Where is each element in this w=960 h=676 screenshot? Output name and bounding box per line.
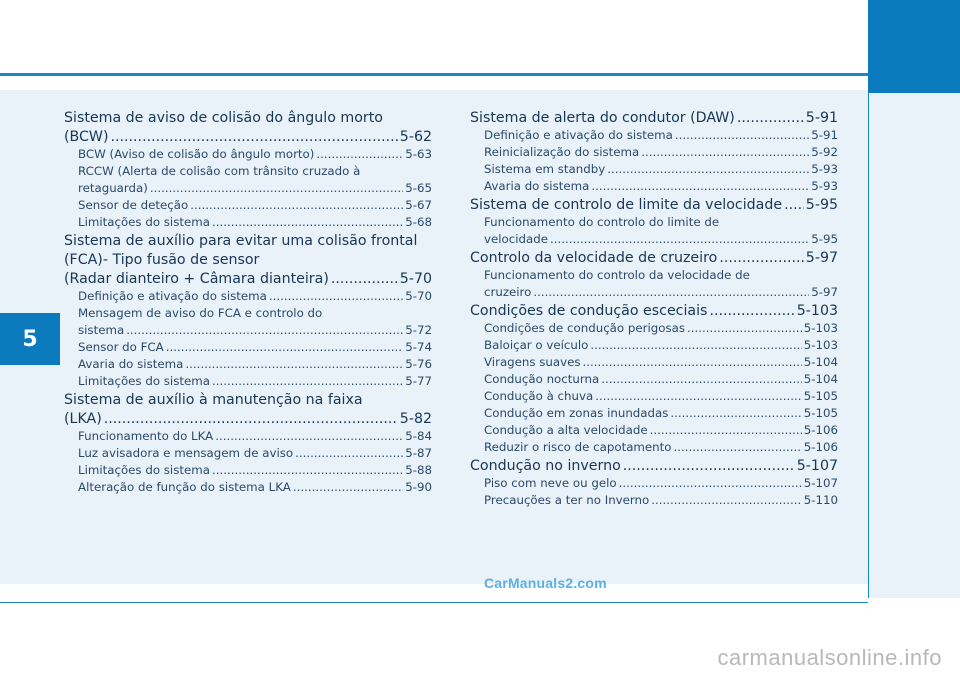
toc-entry-title: Alteração de função do sistema LKA [78,480,291,494]
dot-leader [316,146,403,163]
toc-page-number: 5-95 [811,232,838,246]
toc-heading: Sistema de auxílio para evitar uma colisão frontal [64,233,418,249]
toc-subentry[interactable] [64,146,432,163]
dot-leader [126,322,403,339]
toc-page-number: 5-70 [399,271,432,287]
toc-entry-title: Condições de condução esceciais [470,303,708,319]
dot-leader [533,284,809,301]
toc-subentry[interactable] [64,180,432,197]
toc-entry-title: Sistema de alerta do condutor (DAW) [470,110,735,126]
toc-page-number: 5-74 [405,340,432,354]
toc-subentry[interactable] [64,197,432,214]
dot-leader [550,231,809,248]
toc-heading: Sistema de auxílio à manutenção na faixa [64,392,363,408]
toc-subentry[interactable] [64,373,432,390]
toc-entry-title: Sensor de deteção [78,198,189,212]
toc-subentry[interactable] [470,371,838,388]
toc-page-number: 5-97 [805,250,838,266]
toc-heading[interactable] [470,248,838,267]
toc-page-number: 5-110 [803,493,838,507]
toc-page-number: 5-62 [399,129,432,145]
toc-page-number: 5-93 [811,179,838,193]
toc-page-number: 5-63 [405,147,432,161]
toc-heading[interactable] [470,195,838,214]
dot-leader [619,475,802,492]
toc-subentry[interactable] [64,288,432,305]
toc-entry-title: Reinicialização do sistema [484,145,640,159]
toc-page-number: 5-88 [405,463,432,477]
toc-subentry: Funcionamento do controlo da velocidade de [484,268,750,282]
toc-page-number: 5-107 [796,458,838,474]
dot-leader [595,388,802,405]
dot-leader [651,492,801,509]
toc-page-number: 5-87 [405,446,432,460]
dot-leader [166,339,403,356]
toc-entry-title: retaguarda) [78,181,148,195]
toc-page-number: 5-95 [805,197,838,213]
toc-entry-title: Controlo da velocidade de cruzeiro [470,250,718,266]
toc-heading[interactable] [64,409,432,428]
dot-leader [185,356,403,373]
toc-entry-title: BCW (Aviso de colisão do ângulo morto) [78,147,315,161]
toc-subentry[interactable] [470,320,838,337]
toc-column-left [64,108,432,496]
toc-entry-title: Reduzir o risco de capotamento [484,440,672,454]
dot-leader [215,428,403,445]
dot-leader [674,439,802,456]
toc-entry-title: (BCW) [64,129,109,145]
dot-leader [675,127,809,144]
toc-subentry[interactable] [64,479,432,496]
toc-entry-title: Avaria do sistema [78,357,184,371]
toc-page-number: 5-82 [399,411,432,427]
corner-block [868,0,960,93]
dot-leader [269,288,403,305]
toc-subentry[interactable] [64,428,432,445]
toc-subentry[interactable] [470,354,838,371]
toc-heading[interactable] [64,269,432,288]
toc-entry-title: Limitações do sistema [78,215,210,229]
toc-entry-title: Condução em zonas inundadas [484,406,669,420]
toc-entry-title: Condução a alta velocidade [484,423,648,437]
toc-heading[interactable] [470,108,838,127]
toc-page-number: 5-103 [803,338,838,352]
dot-leader [293,479,403,496]
dot-leader [212,214,403,231]
toc-heading: Sistema de aviso de colisão do ângulo morto [64,110,383,126]
toc-heading: (FCA)- Tipo fusão de sensor [64,252,260,268]
dot-leader [719,249,803,267]
toc-page-number: 5-72 [405,323,432,337]
toc-page-number: 5-106 [803,423,838,437]
dot-leader [737,109,804,127]
dot-leader [212,462,403,479]
right-margin-rule [868,93,869,598]
dot-leader [295,445,403,462]
dot-leader [623,457,795,475]
toc-entry-title: cruzeiro [484,285,532,299]
chapter-tab [0,313,60,365]
toc-subentry[interactable] [470,492,838,509]
toc-entry-title: sistema [78,323,125,337]
toc-heading[interactable] [64,127,432,146]
toc-subentry[interactable] [470,388,838,405]
toc-subentry[interactable] [470,161,838,178]
dot-leader [601,371,802,388]
toc-entry-title: Baloiçar o veículo [484,338,589,352]
dot-leader [607,161,809,178]
toc-entry-title: Precauções a ter no Inverno [484,493,650,507]
toc-entry-title: Luz avisadora e mensagem de aviso [78,446,294,460]
watermark-carmanuals2: CarManuals2.com [484,575,607,591]
toc-entry-title: Definição e ativação do sistema [484,128,673,142]
dot-leader [591,178,809,195]
toc-subentry[interactable] [64,356,432,373]
dot-leader [650,422,802,439]
toc-subentry[interactable] [64,322,432,339]
toc-page-number: 5-68 [405,215,432,229]
dot-leader [670,405,801,422]
toc-entry-title: Condução nocturna [484,372,600,386]
toc-subentry: RCCW (Alerta de colisão com trânsito cruzado à [78,164,361,178]
toc-entry-title: Avaria do sistema [484,179,590,193]
toc-page-number: 5-91 [805,110,838,126]
dot-leader [709,302,794,320]
toc-page-number: 5-92 [811,145,838,159]
toc-subentry[interactable] [470,127,838,144]
toc-subentry[interactable] [470,178,838,195]
toc-entry-title: Sensor do FCA [78,340,164,354]
toc-page-number: 5-106 [803,440,838,454]
toc-subentry: Mensagem de aviso do FCA e controlo do [78,306,323,320]
toc-page-number: 5-104 [803,372,838,386]
dot-leader [212,373,403,390]
toc-page-number: 5-103 [796,303,838,319]
toc-subentry[interactable] [470,337,838,354]
toc-page-number: 5-90 [405,480,432,494]
toc-entry-title: Limitações do sistema [78,463,210,477]
toc-subentry[interactable] [470,144,838,161]
toc-page-number: 5-105 [803,406,838,420]
toc-entry-title: velocidade [484,232,548,246]
watermark-carmanualsonline: carmanualsonline.info [717,645,942,670]
dot-leader [641,144,809,161]
chapter-number: 5 [22,326,38,352]
toc-page-number: 5-107 [803,476,838,490]
toc-subentry: Funcionamento do controlo do limite de [484,215,720,229]
toc-entry-title: Condições de condução perigosas [484,321,685,335]
toc-page-number: 5-105 [803,389,838,403]
toc-subentry[interactable] [470,284,838,301]
toc-subentry[interactable] [470,439,838,456]
toc-entry-title: Sistema de controlo de limite da velocidade [470,197,783,213]
dot-leader [687,320,802,337]
toc-page-number: 5-103 [803,321,838,335]
toc-page-number: 5-70 [405,289,432,303]
toc-entry-title: Condução no inverno [470,458,621,474]
toc-entry-title: Definição e ativação do sistema [78,289,267,303]
toc-page-number: 5-65 [405,181,432,195]
toc-subentry[interactable] [470,405,838,422]
toc-page-number: 5-93 [811,162,838,176]
toc-entry-title: Piso com neve ou gelo [484,476,617,490]
toc-entry-title: Funcionamento do LKA [78,429,214,443]
toc-subentry[interactable] [64,462,432,479]
dot-leader [583,354,802,371]
dot-leader [331,270,398,288]
dot-leader [590,337,801,354]
toc-subentry[interactable] [470,475,838,492]
toc-page-number: 5-67 [405,198,432,212]
toc-entry-title: Condução à chuva [484,389,594,403]
toc-subentry[interactable] [470,231,838,248]
toc-heading[interactable] [470,301,838,320]
top-rule [0,73,868,76]
toc-subentry[interactable] [470,422,838,439]
toc-heading[interactable] [470,456,838,475]
toc-page-number: 5-76 [405,357,432,371]
toc-entry-title: Viragens suaves [484,355,581,369]
toc-entry-title: (LKA) [64,411,102,427]
dot-leader [150,180,403,197]
toc-subentry[interactable] [64,214,432,231]
toc-entry-title: Limitações do sistema [78,374,210,388]
toc-subentry[interactable] [64,445,432,462]
toc-page-number: 5-84 [405,429,432,443]
toc-subentry[interactable] [64,339,432,356]
dot-leader [190,197,403,214]
bottom-rule [0,602,868,603]
toc-page-number: 5-77 [405,374,432,388]
toc-page-number: 5-104 [803,355,838,369]
dot-leader [104,410,398,428]
dot-leader [784,196,804,214]
toc-entry-title: (Radar dianteiro + Câmara dianteira) [64,271,329,287]
toc-column-right [470,108,838,509]
toc-page-number: 5-97 [811,285,838,299]
toc-page-number: 5-91 [811,128,838,142]
toc-entry-title: Sistema em standby [484,162,606,176]
dot-leader [111,128,398,146]
